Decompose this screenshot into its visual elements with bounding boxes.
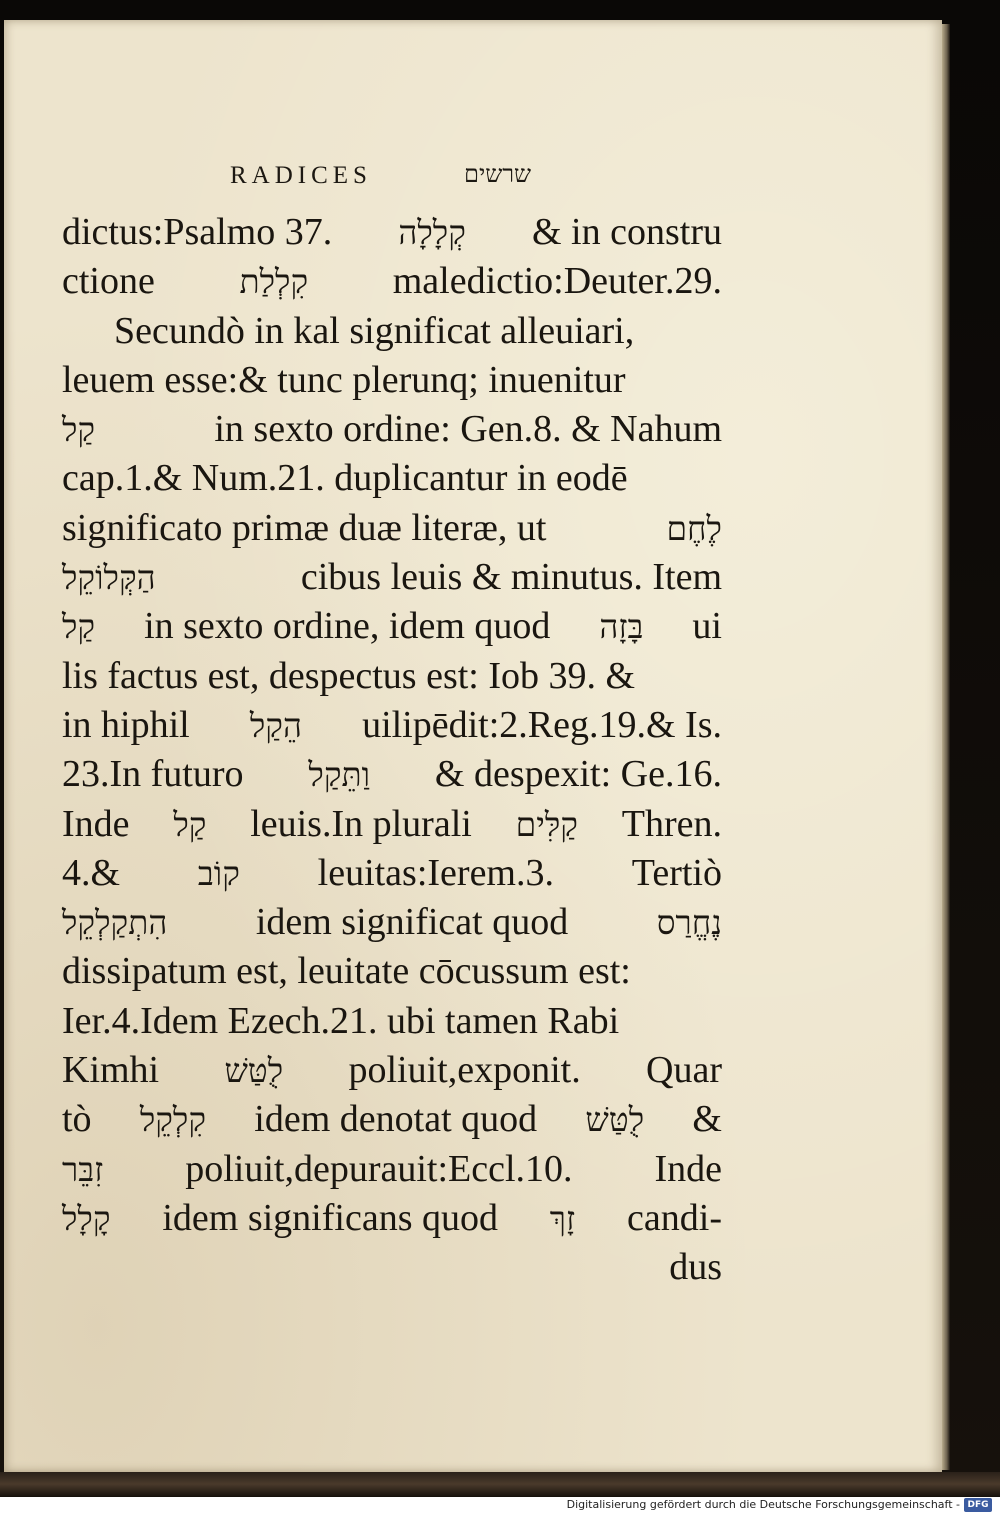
latin-text: significato primæ duæ literæ, ut <box>62 506 547 549</box>
text-line <box>62 849 722 898</box>
text-line <box>62 602 722 651</box>
hebrew-word: קַל <box>173 804 207 844</box>
text-line <box>62 1145 722 1194</box>
running-head <box>4 162 942 192</box>
hebrew-word: זָךְ <box>549 1198 576 1238</box>
latin-text: Secundò in kal significat alleuiari, <box>114 309 635 352</box>
latin-text: cap.1.& Num.21. duplicantur in eodē <box>62 457 628 500</box>
latin-text: in sexto ordine, idem quod <box>144 605 551 648</box>
hebrew-word: קִלְקֵל <box>139 1100 207 1140</box>
latin-text: idem denotat quod <box>254 1098 538 1141</box>
latin-text: Inde <box>654 1147 722 1190</box>
text-line <box>62 947 722 996</box>
latin-text: in hiphil <box>62 703 190 746</box>
hebrew-word: קוֹב <box>197 853 240 893</box>
latin-text: uilipēdit:2.Reg.19.& Is. <box>362 703 722 746</box>
hebrew-word: קָלָל <box>62 1198 111 1238</box>
latin-text: Thren. <box>621 802 722 845</box>
text-line <box>62 504 722 553</box>
text-line <box>62 800 722 849</box>
latin-text: 4.& <box>62 851 121 894</box>
latin-text: dictus:Psalmo 37. <box>62 211 333 253</box>
latin-text: in sexto ordine: Gen.8. & Nahum <box>214 408 722 451</box>
dfg-logo: DFG <box>964 1498 992 1512</box>
latin-text: dissipatum est, leuitate cōcussum est: <box>62 950 631 993</box>
text-line <box>62 356 722 405</box>
book-page <box>4 20 942 1472</box>
latin-text: 23.In futuro <box>62 753 244 796</box>
text-line <box>62 750 722 799</box>
hebrew-word: קַל <box>62 607 96 647</box>
latin-text: cibus leuis & minutus. Item <box>300 556 722 599</box>
latin-text: & <box>692 1098 722 1141</box>
hebrew-word: הֵקַל <box>249 705 302 745</box>
latin-text: dus <box>669 1246 722 1289</box>
text-line <box>62 1243 722 1292</box>
latin-text: idem significans quod <box>162 1196 498 1239</box>
hebrew-word: קִלְלַת <box>239 262 309 302</box>
hebrew-word: בָּזָה <box>599 607 644 647</box>
hebrew-word: לֻטַּשׁ <box>585 1100 645 1140</box>
latin-text: ctione <box>62 260 155 303</box>
latin-text: leuem esse:& tunc plerunq; inuenitur <box>62 358 626 401</box>
text-line <box>62 652 722 701</box>
footer-credit: Digitalisierung gefördert durch die Deutsche Forschungsgemeinschaft - <box>566 1498 960 1511</box>
page-edge <box>942 24 950 1470</box>
running-head-hebrew: שרשים <box>464 160 532 188</box>
hebrew-word: וַתֵּקַל <box>308 755 371 795</box>
hebrew-word: הַקְּלוֹקֵל <box>62 558 156 598</box>
latin-text: ui <box>692 605 722 648</box>
text-line <box>62 307 722 356</box>
latin-text: poliuit,depurauit:Eccl.10. <box>185 1147 573 1190</box>
latin-text: Kimhi <box>62 1049 160 1092</box>
hebrew-word: קְלָלָה <box>398 213 466 252</box>
book-bottom-edge <box>0 1472 1000 1496</box>
text-line <box>62 898 722 947</box>
latin-text: Inde <box>62 802 130 845</box>
text-line <box>62 405 722 454</box>
text-line <box>62 1095 722 1144</box>
latin-text: leuis.In plurali <box>250 802 472 845</box>
hebrew-word: קַל <box>62 410 96 450</box>
latin-text: leuitas:Ierem.3. <box>317 851 554 894</box>
hebrew-word: קַלִּים <box>515 804 578 844</box>
latin-text: & despexit: Ge.16. <box>434 753 722 796</box>
footer-bar <box>0 1497 1000 1514</box>
latin-text: poliuit,exponit. <box>348 1049 581 1092</box>
text-line <box>62 208 722 257</box>
text-line <box>62 553 722 602</box>
latin-text: Quar <box>646 1049 722 1092</box>
latin-text: tò <box>62 1098 92 1141</box>
hebrew-word: הִתְקַלְקֵל <box>62 903 168 943</box>
latin-text: & in constru <box>532 211 722 253</box>
text-line <box>62 257 722 306</box>
latin-text: lis factus est, despectus est: Iob 39. & <box>62 654 636 697</box>
text-line <box>62 1194 722 1243</box>
latin-text: maledictio:Deuter.29. <box>392 260 722 303</box>
text-line <box>62 997 722 1046</box>
hebrew-word: לֻטַּשׁ <box>224 1051 284 1091</box>
hebrew-word: נֶחֱרַס <box>656 903 722 943</box>
latin-text: Ier.4.Idem Ezech.21. ubi tamen Rabi <box>62 999 620 1042</box>
hebrew-word: לֶחֶם <box>666 508 722 548</box>
latin-text: idem significat quod <box>255 901 569 944</box>
text-line <box>62 701 722 750</box>
hebrew-word: זִבֵּר <box>62 1149 104 1189</box>
latin-text: candi- <box>627 1196 722 1239</box>
text-line <box>62 454 722 503</box>
body-text <box>62 208 722 1293</box>
text-line <box>62 1046 722 1095</box>
running-head-latin: RADICES <box>230 162 372 189</box>
latin-text: Tertiò <box>631 851 722 894</box>
